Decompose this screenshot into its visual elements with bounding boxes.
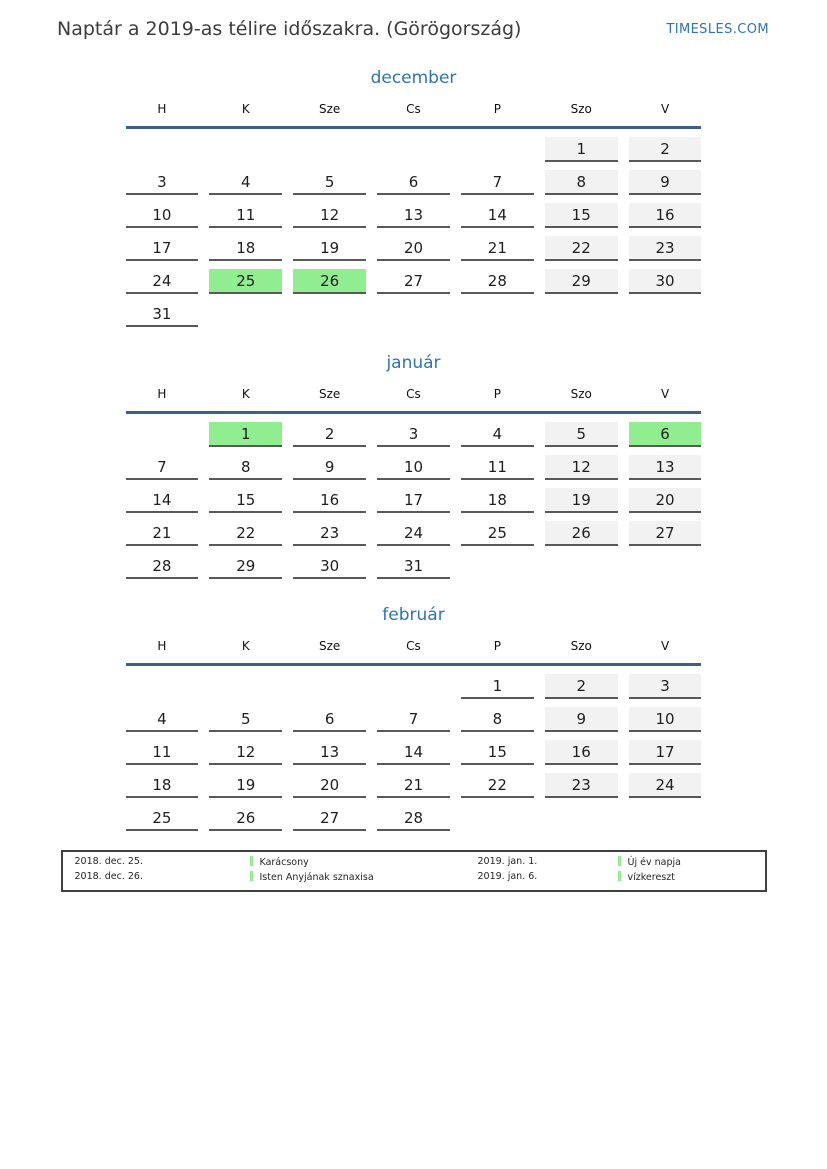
empty-cell xyxy=(461,554,534,579)
day-cell-február-2: 2 xyxy=(545,674,618,699)
day-cell-január-27: 27 xyxy=(629,521,702,546)
day-header-h: H xyxy=(157,638,167,653)
day-cell-január-14: 14 xyxy=(126,488,199,513)
day-cell-február-27: 27 xyxy=(293,806,366,831)
empty-cell xyxy=(629,806,702,831)
month-title: január xyxy=(386,352,441,373)
day-cell-február-6: 6 xyxy=(293,707,366,732)
day-cell-december-31: 31 xyxy=(126,302,199,327)
day-header-szo: Szo xyxy=(570,638,592,653)
empty-cell xyxy=(629,302,702,327)
day-cell-február-3: 3 xyxy=(629,674,702,699)
legend-label: vízkereszt xyxy=(627,871,675,883)
day-cell-február-17: 17 xyxy=(629,740,702,765)
day-cell-január-23: 23 xyxy=(293,521,366,546)
day-cell-január-20: 20 xyxy=(629,488,702,513)
day-cell-december-10: 10 xyxy=(126,203,199,228)
day-cell-december-25: 25 xyxy=(209,269,282,294)
empty-cell xyxy=(377,137,450,162)
day-cell-január-3: 3 xyxy=(377,422,450,447)
day-cell-január-9: 9 xyxy=(293,455,366,480)
day-cell-december-27: 27 xyxy=(377,269,450,294)
day-cell-február-23: 23 xyxy=(545,773,618,798)
holiday-marker-icon xyxy=(618,856,621,866)
empty-cell xyxy=(461,137,534,162)
month-grid xyxy=(126,386,702,579)
day-cell-február-13: 13 xyxy=(293,740,366,765)
day-header-szo: Szo xyxy=(570,101,592,116)
empty-cell xyxy=(629,554,702,579)
day-cell-január-16: 16 xyxy=(293,488,366,513)
holiday-marker-icon xyxy=(250,856,253,866)
day-cell-február-12: 12 xyxy=(209,740,282,765)
day-cell-december-4: 4 xyxy=(209,170,282,195)
day-cell-január-25: 25 xyxy=(461,521,534,546)
legend-label: Karácsony xyxy=(259,856,309,868)
page-header xyxy=(0,0,827,42)
day-cell-december-17: 17 xyxy=(126,236,199,261)
day-cell-január-4: 4 xyxy=(461,422,534,447)
day-cell-december-1: 1 xyxy=(545,137,618,162)
day-header-v: V xyxy=(660,638,670,653)
day-header-p: P xyxy=(493,638,501,653)
month-grid xyxy=(126,638,702,831)
day-header-cs: Cs xyxy=(406,101,421,116)
day-cell-december-28: 28 xyxy=(461,269,534,294)
day-cell-január-7: 7 xyxy=(126,455,199,480)
day-cell-február-4: 4 xyxy=(126,707,199,732)
day-header-k: K xyxy=(241,638,250,653)
empty-cell xyxy=(377,302,450,327)
legend-date: 2018. dec. 26. xyxy=(74,870,143,882)
day-cell-december-14: 14 xyxy=(461,203,534,228)
day-cell-január-2: 2 xyxy=(293,422,366,447)
day-cell-december-26: 26 xyxy=(293,269,366,294)
day-cell-január-18: 18 xyxy=(461,488,534,513)
calendar xyxy=(126,68,702,831)
day-header-p: P xyxy=(493,386,501,401)
day-cell-január-31: 31 xyxy=(377,554,450,579)
day-cell-február-18: 18 xyxy=(126,773,199,798)
day-header-p: P xyxy=(493,101,501,116)
legend-entry xyxy=(250,856,478,869)
empty-cell xyxy=(293,137,366,162)
day-cell-december-11: 11 xyxy=(209,203,282,228)
day-cell-január-1: 1 xyxy=(209,422,282,447)
day-header-h: H xyxy=(157,101,167,116)
legend-date: 2019. jan. 1. xyxy=(477,855,538,867)
day-cell-január-10: 10 xyxy=(377,455,450,480)
day-cell-február-21: 21 xyxy=(377,773,450,798)
day-cell-február-15: 15 xyxy=(461,740,534,765)
day-cell-január-21: 21 xyxy=(126,521,199,546)
day-cell-december-21: 21 xyxy=(461,236,534,261)
legend-entry xyxy=(250,871,478,884)
day-cell-február-24: 24 xyxy=(629,773,702,798)
legend-label: Isten Anyjának sznaxisa xyxy=(259,871,374,883)
month-grid xyxy=(126,101,702,327)
day-cell-január-28: 28 xyxy=(126,554,199,579)
day-header-k: K xyxy=(241,101,250,116)
day-cell-január-17: 17 xyxy=(377,488,450,513)
day-cell-február-9: 9 xyxy=(545,707,618,732)
day-cell-december-30: 30 xyxy=(629,269,702,294)
day-cell-december-5: 5 xyxy=(293,170,366,195)
day-cell-december-13: 13 xyxy=(377,203,450,228)
day-cell-január-6: 6 xyxy=(629,422,702,447)
empty-cell xyxy=(545,302,618,327)
empty-cell xyxy=(293,674,366,699)
legend-label: Új év napja xyxy=(627,856,681,868)
day-cell-december-12: 12 xyxy=(293,203,366,228)
day-header-sze: Sze xyxy=(318,386,341,401)
month-december xyxy=(126,68,702,327)
empty-cell xyxy=(461,806,534,831)
day-cell-december-29: 29 xyxy=(545,269,618,294)
day-cell-február-10: 10 xyxy=(629,707,702,732)
day-cell-december-16: 16 xyxy=(629,203,702,228)
day-cell-január-19: 19 xyxy=(545,488,618,513)
header-rule xyxy=(126,411,702,414)
day-header-k: K xyxy=(241,386,250,401)
header-rule xyxy=(126,663,702,666)
day-header-szo: Szo xyxy=(570,386,592,401)
day-header-v: V xyxy=(660,386,670,401)
day-cell-december-7: 7 xyxy=(461,170,534,195)
empty-cell xyxy=(209,302,282,327)
empty-cell xyxy=(545,554,618,579)
empty-cell xyxy=(377,674,450,699)
day-header-cs: Cs xyxy=(406,386,421,401)
day-cell-február-5: 5 xyxy=(209,707,282,732)
day-cell-december-18: 18 xyxy=(209,236,282,261)
day-cell-január-12: 12 xyxy=(545,455,618,480)
holiday-marker-icon xyxy=(618,871,621,881)
site-link[interactable]: TIMESLES.COM xyxy=(666,22,769,37)
empty-cell xyxy=(461,302,534,327)
empty-cell xyxy=(545,806,618,831)
day-cell-december-8: 8 xyxy=(545,170,618,195)
day-cell-január-15: 15 xyxy=(209,488,282,513)
day-cell-december-19: 19 xyxy=(293,236,366,261)
day-header-sze: Sze xyxy=(318,638,341,653)
legend-box xyxy=(61,850,767,892)
day-cell-január-11: 11 xyxy=(461,455,534,480)
empty-cell xyxy=(209,674,282,699)
page-title: Naptár a 2019-as télire időszakra. (Görögország) xyxy=(57,18,522,40)
header-rule xyxy=(126,126,702,129)
empty-cell xyxy=(209,137,282,162)
day-cell-december-20: 20 xyxy=(377,236,450,261)
day-cell-február-16: 16 xyxy=(545,740,618,765)
day-cell-február-11: 11 xyxy=(126,740,199,765)
month-február xyxy=(126,605,702,831)
day-cell-január-22: 22 xyxy=(209,521,282,546)
month-január xyxy=(126,353,702,579)
day-header-v: V xyxy=(660,101,670,116)
legend-entry xyxy=(618,871,765,884)
day-cell-december-23: 23 xyxy=(629,236,702,261)
day-cell-február-25: 25 xyxy=(126,806,199,831)
day-cell-február-7: 7 xyxy=(377,707,450,732)
empty-cell xyxy=(293,302,366,327)
month-title: december xyxy=(370,67,457,88)
legend-date: 2018. dec. 25. xyxy=(74,855,143,867)
day-cell-január-5: 5 xyxy=(545,422,618,447)
day-cell-január-24: 24 xyxy=(377,521,450,546)
day-cell-február-14: 14 xyxy=(377,740,450,765)
legend-date: 2019. jan. 6. xyxy=(477,870,538,882)
day-cell-január-13: 13 xyxy=(629,455,702,480)
day-cell-február-22: 22 xyxy=(461,773,534,798)
month-title: február xyxy=(382,604,445,625)
day-cell-december-6: 6 xyxy=(377,170,450,195)
day-cell-december-22: 22 xyxy=(545,236,618,261)
day-cell-február-26: 26 xyxy=(209,806,282,831)
day-header-cs: Cs xyxy=(406,638,421,653)
day-cell-február-19: 19 xyxy=(209,773,282,798)
legend-grid xyxy=(75,856,765,884)
day-cell-február-28: 28 xyxy=(377,806,450,831)
day-cell-december-24: 24 xyxy=(126,269,199,294)
holiday-marker-icon xyxy=(250,871,253,881)
day-cell-december-15: 15 xyxy=(545,203,618,228)
day-cell-február-1: 1 xyxy=(461,674,534,699)
empty-cell xyxy=(126,137,199,162)
day-cell-december-9: 9 xyxy=(629,170,702,195)
empty-cell xyxy=(126,422,199,447)
day-cell-január-8: 8 xyxy=(209,455,282,480)
day-cell-január-30: 30 xyxy=(293,554,366,579)
legend-entry xyxy=(618,856,765,869)
day-header-sze: Sze xyxy=(318,101,341,116)
day-cell-február-20: 20 xyxy=(293,773,366,798)
day-cell-január-26: 26 xyxy=(545,521,618,546)
day-cell-február-8: 8 xyxy=(461,707,534,732)
day-cell-december-3: 3 xyxy=(126,170,199,195)
day-header-h: H xyxy=(157,386,167,401)
day-cell-december-2: 2 xyxy=(629,137,702,162)
day-cell-január-29: 29 xyxy=(209,554,282,579)
empty-cell xyxy=(126,674,199,699)
